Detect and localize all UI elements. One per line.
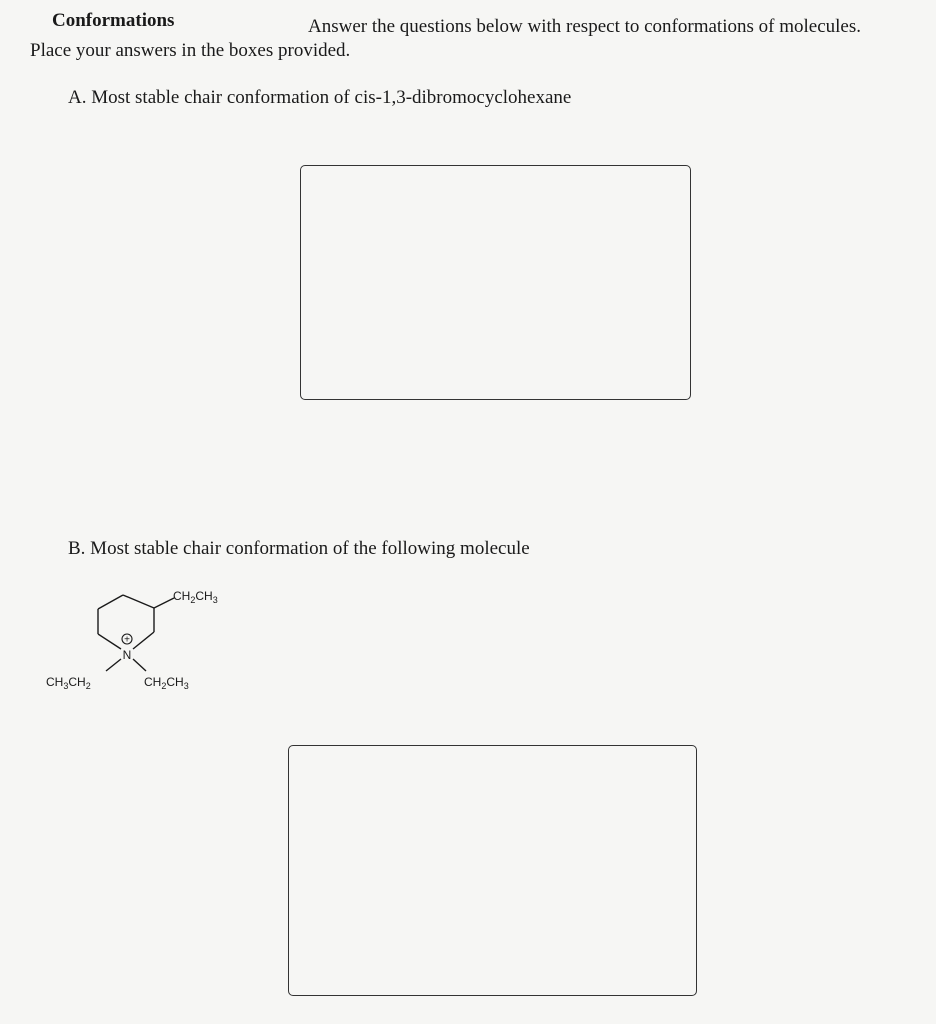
- left-substituent-label: $CH_3CH_2$: [46, 675, 91, 691]
- nitrogen-atom: N: [122, 648, 132, 662]
- molecule-structure: [40, 575, 270, 700]
- answer-box-a[interactable]: [300, 165, 691, 400]
- charge-plus-icon: [122, 634, 132, 646]
- right-substituent-label: $CH_2CH_3$: [144, 675, 189, 691]
- question-b-label: B. Most stable chair conformation of the following molecule: [68, 538, 530, 559]
- bond-left-substituent: [106, 659, 121, 671]
- question-a-label: A. Most stable chair conformation of cis-1,3-dibromocyclohexane: [68, 87, 572, 108]
- top-substituent-label: $CH_2CH_3$: [173, 589, 218, 605]
- instruction-line-1: Answer the questions below with respect to conformations of molecules.: [308, 16, 861, 37]
- page-title: Conformations: [52, 10, 175, 31]
- bond-right-substituent: [133, 659, 146, 671]
- answer-box-b[interactable]: [288, 745, 697, 996]
- instruction-line-2: Place your answers in the boxes provided.: [30, 40, 351, 61]
- charge-label: +: [124, 634, 130, 646]
- bond-top-substituent: [154, 598, 174, 608]
